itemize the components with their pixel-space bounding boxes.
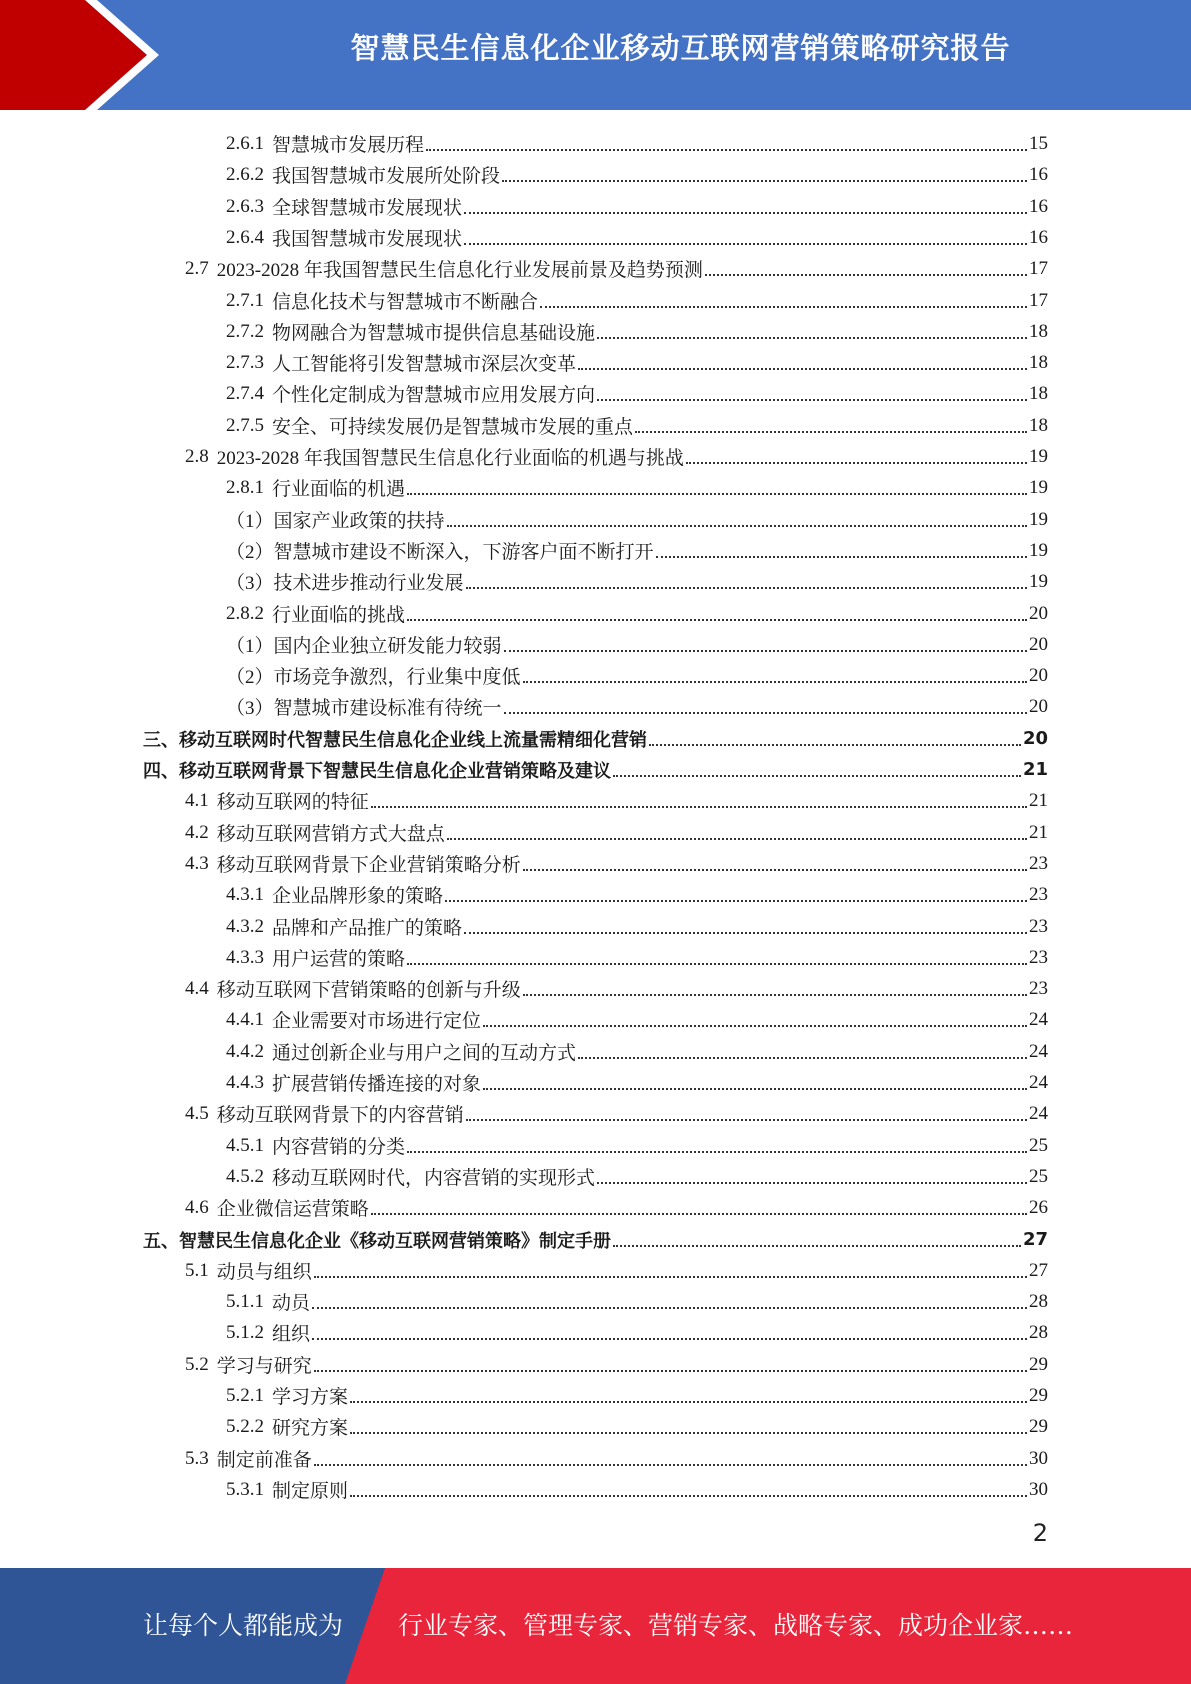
toc-entry-page: 16 xyxy=(1029,226,1048,248)
toc-dot-leader xyxy=(407,619,1027,621)
toc-entry-number: 5.3 xyxy=(185,1447,209,1469)
toc-entry-title: 制定前准备 xyxy=(216,1450,312,1471)
toc-entry-page: 27 xyxy=(1029,1259,1048,1281)
toc-entry-number: 2.7.4 xyxy=(226,382,264,404)
toc-entry-page: 24 xyxy=(1029,1040,1048,1062)
toc-dot-leader xyxy=(483,1025,1027,1027)
toc-entry-title: 国内企业独立研发能力较弱 xyxy=(273,636,502,657)
toc-dot-leader xyxy=(578,1057,1027,1059)
toc-entry[interactable] xyxy=(226,410,1048,441)
toc-entry[interactable] xyxy=(185,973,1048,1004)
toc-entry-title: 移动互联网营销方式大盘点 xyxy=(216,824,445,845)
toc-entry-title: 2023-2028 年我国智慧民生信息化行业发展前景及趋势预测 xyxy=(216,260,703,281)
toc-entry-number: 2.6.3 xyxy=(226,195,264,217)
toc-entry-title: 移动互联网的特征 xyxy=(216,792,369,813)
toc-entry-number: 5.2.2 xyxy=(226,1415,264,1437)
toc-dot-leader xyxy=(523,994,1027,996)
toc-dot-leader xyxy=(314,1464,1027,1466)
toc-dot-leader xyxy=(407,1151,1027,1153)
toc-entry-page: 19 xyxy=(1029,570,1048,592)
toc-entry-number: 5.2 xyxy=(185,1353,209,1375)
toc-entry-title: 行业面临的挑战 xyxy=(272,605,406,626)
toc-dot-leader xyxy=(613,775,1021,777)
toc-entry-page: 29 xyxy=(1029,1415,1048,1437)
toc-entry-title: 研究方案 xyxy=(272,1418,349,1439)
toc-entry[interactable] xyxy=(226,1474,1048,1505)
toc-entry-page: 29 xyxy=(1029,1353,1048,1375)
toc-dot-leader xyxy=(314,1276,1027,1278)
toc-entry[interactable] xyxy=(226,691,1048,722)
toc-entry-title: 移动互联网背景下企业营销策略分析 xyxy=(216,855,521,876)
toc-entry-number: 4.4 xyxy=(185,977,209,999)
toc-entry-page: 21 xyxy=(1022,759,1048,780)
toc-entry-number: 五、 xyxy=(143,1230,179,1252)
toc-dot-leader xyxy=(407,493,1027,495)
toc-entry[interactable] xyxy=(226,504,1048,535)
toc-dot-leader xyxy=(426,149,1027,151)
toc-entry[interactable] xyxy=(226,1036,1048,1067)
toc-entry[interactable] xyxy=(185,817,1048,848)
toc-entry[interactable] xyxy=(226,535,1048,566)
toc-entry[interactable] xyxy=(226,1380,1048,1411)
toc-entry-number: （1） xyxy=(226,511,274,532)
toc-entry-number: 4.4.2 xyxy=(226,1040,264,1062)
toc-entry-page: 20 xyxy=(1029,602,1048,624)
toc-entry-title: 移动互联网背景下的内容营销 xyxy=(216,1105,464,1126)
toc-entry-number: 4.2 xyxy=(185,821,209,843)
toc-entry-title: 智慧城市建设标准有待统一 xyxy=(273,698,502,719)
toc-entry[interactable] xyxy=(185,1255,1048,1286)
toc-entry-page: 27 xyxy=(1022,1229,1048,1250)
toc-entry-page: 30 xyxy=(1029,1447,1048,1469)
toc-dot-leader xyxy=(613,1245,1021,1247)
toc-dot-leader xyxy=(686,462,1027,464)
toc-entry-number: 2.6.2 xyxy=(226,163,264,185)
toc-entry-number: 4.4.3 xyxy=(226,1071,264,1093)
toc-entry-number: 4.5.1 xyxy=(226,1134,264,1156)
toc-entry-page: 20 xyxy=(1029,664,1048,686)
toc-dot-leader xyxy=(483,1088,1027,1090)
toc-dot-leader xyxy=(464,212,1027,214)
toc-entry-page: 18 xyxy=(1029,320,1048,342)
toc-dot-leader xyxy=(466,1119,1027,1121)
toc-dot-leader xyxy=(350,1401,1027,1403)
toc-entry-title: 安全、可持续发展仍是智慧城市发展的重点 xyxy=(272,417,634,438)
toc-entry[interactable] xyxy=(226,1067,1048,1098)
toc-entry-title: 个性化定制成为智慧城市应用发展方向 xyxy=(272,385,596,406)
toc-entry-page: 23 xyxy=(1029,977,1048,999)
toc-entry-page: 20 xyxy=(1029,695,1048,717)
toc-entry-title: 企业品牌形象的策略 xyxy=(272,886,444,907)
toc-entry-number: 4.3 xyxy=(185,852,209,874)
toc-entry[interactable] xyxy=(226,285,1048,316)
toc-entry-number: 4.5.2 xyxy=(226,1165,264,1187)
toc-entry-page: 16 xyxy=(1029,195,1048,217)
toc-entry-page: 25 xyxy=(1029,1165,1048,1187)
toc-entry-number: 4.5 xyxy=(185,1102,209,1124)
toc-entry[interactable] xyxy=(143,754,1048,785)
toc-entry-page: 26 xyxy=(1029,1196,1048,1218)
toc-dot-leader xyxy=(371,806,1027,808)
toc-entry[interactable] xyxy=(143,1224,1048,1255)
toc-entry-number: 2.7.3 xyxy=(226,351,264,373)
footer-slogan-lead: 让每个人都能成为 xyxy=(143,1611,344,1640)
toc-entry-number: 四、 xyxy=(143,760,179,782)
toc-entry-number: 2.6.1 xyxy=(226,132,264,154)
toc-entry-page: 21 xyxy=(1029,789,1048,811)
toc-entry-page: 23 xyxy=(1029,946,1048,968)
toc-entry[interactable] xyxy=(185,1192,1048,1223)
toc-entry-number: （3） xyxy=(226,573,274,594)
toc-entry[interactable] xyxy=(226,1130,1048,1161)
toc-entry-number: 5.3.1 xyxy=(226,1478,264,1500)
toc-entry-title: 行业面临的机遇 xyxy=(272,479,406,500)
toc-entry-page: 17 xyxy=(1029,289,1048,311)
toc-entry[interactable] xyxy=(226,1317,1048,1348)
toc-dot-leader xyxy=(705,274,1027,276)
toc-entry-page: 21 xyxy=(1029,821,1048,843)
page-header xyxy=(0,0,1191,110)
toc-entry[interactable] xyxy=(143,723,1048,754)
toc-dot-leader xyxy=(464,932,1027,934)
toc-entry-page: 19 xyxy=(1029,445,1048,467)
toc-entry-page: 24 xyxy=(1029,1008,1048,1030)
toc-entry[interactable] xyxy=(226,879,1048,910)
toc-entry[interactable] xyxy=(226,1161,1048,1192)
toc-entry[interactable] xyxy=(226,1411,1048,1442)
toc-entry-page: 16 xyxy=(1029,163,1048,185)
toc-entry-title: 企业需要对市场进行定位 xyxy=(272,1011,482,1032)
toc-entry-number: 2.7.1 xyxy=(226,289,264,311)
toc-dot-leader xyxy=(466,587,1027,589)
toc-dot-leader xyxy=(350,1432,1027,1434)
toc-entry-page: 18 xyxy=(1029,382,1048,404)
toc-entry-title: 技术进步推动行业发展 xyxy=(273,573,464,594)
toc-entry-number: （2） xyxy=(226,667,274,688)
toc-entry-page: 19 xyxy=(1029,508,1048,530)
toc-entry-page: 24 xyxy=(1029,1102,1048,1124)
toc-entry-number: 4.3.1 xyxy=(226,883,264,905)
toc-entry[interactable] xyxy=(226,942,1048,973)
toc-entry-page: 20 xyxy=(1022,728,1048,749)
toc-entry[interactable] xyxy=(226,378,1048,409)
toc-entry-number: 4.1 xyxy=(185,789,209,811)
toc-dot-leader xyxy=(314,1370,1027,1372)
toc-dot-leader xyxy=(447,838,1027,840)
toc-entry-page: 23 xyxy=(1029,883,1048,905)
toc-dot-leader xyxy=(597,1182,1027,1184)
toc-entry-title: 组织 xyxy=(272,1324,311,1345)
toc-dot-leader xyxy=(597,337,1027,339)
toc-entry[interactable] xyxy=(185,1443,1048,1474)
toc-entry-page: 17 xyxy=(1029,257,1048,279)
toc-dot-leader xyxy=(407,963,1027,965)
toc-entry[interactable] xyxy=(226,566,1048,597)
toc-entry[interactable] xyxy=(226,1286,1048,1317)
toc-entry[interactable] xyxy=(185,253,1048,284)
toc-entry-number: （1） xyxy=(226,636,274,657)
toc-entry-title: 学习与研究 xyxy=(216,1356,312,1377)
toc-entry[interactable] xyxy=(185,848,1048,879)
toc-entry-title: 移动互联网时代智慧民生信息化企业线上流量需精细化营销 xyxy=(179,729,647,751)
toc-entry-title: 智慧民生信息化企业《移动互联网营销策略》制定手册 xyxy=(179,1230,611,1252)
toc-entry[interactable] xyxy=(226,316,1048,347)
toc-entry-title: 用户运营的策略 xyxy=(272,949,406,970)
toc-entry-page: 20 xyxy=(1029,633,1048,655)
toc-entry-number: 2.8.2 xyxy=(226,602,264,624)
toc-dot-leader xyxy=(502,180,1027,182)
toc-entry[interactable] xyxy=(226,629,1048,660)
toc-dot-leader xyxy=(597,399,1027,401)
toc-entry-page: 19 xyxy=(1029,539,1048,561)
report-title: 智慧民生信息化企业移动互联网营销策略研究报告 xyxy=(350,31,1011,65)
toc-entry-title: 学习方案 xyxy=(272,1387,349,1408)
toc-entry-page: 28 xyxy=(1029,1290,1048,1312)
toc-entry-number: 2.7.2 xyxy=(226,320,264,342)
toc-dot-leader xyxy=(464,243,1027,245)
toc-entry[interactable] xyxy=(226,472,1048,503)
toc-entry-number: （2） xyxy=(226,542,274,563)
toc-entry[interactable] xyxy=(226,911,1048,942)
toc-entry-title: 市场竞争激烈，行业集中度低 xyxy=(273,667,521,688)
toc-dot-leader xyxy=(635,431,1027,433)
toc-entry[interactable] xyxy=(226,191,1048,222)
toc-entry-number: 2.6.4 xyxy=(226,226,264,248)
toc-entry-page: 23 xyxy=(1029,915,1048,937)
toc-entry-number: 4.3.2 xyxy=(226,915,264,937)
toc-dot-leader xyxy=(350,1495,1027,1497)
toc-entry-title: 动员 xyxy=(272,1293,311,1314)
toc-entry-number: 2.8.1 xyxy=(226,476,264,498)
page-footer xyxy=(0,1568,1191,1684)
toc-dot-leader xyxy=(523,869,1027,871)
toc-entry-number: 5.1.2 xyxy=(226,1321,264,1343)
toc-entry-number: 2.7 xyxy=(185,257,209,279)
footer-slogan-roles: 行业专家、管理专家、营销专家、战略专家、成功企业家…… xyxy=(398,1611,1074,1640)
toc-entry-title: 国家产业政策的扶持 xyxy=(273,511,445,532)
toc-entry-title: 制定原则 xyxy=(272,1481,349,1502)
toc-entry-title: 智慧城市发展历程 xyxy=(272,135,425,156)
toc-dot-leader xyxy=(540,306,1027,308)
toc-entry-page: 18 xyxy=(1029,351,1048,373)
toc-entry-number: 4.4.1 xyxy=(226,1008,264,1030)
toc-dot-leader xyxy=(504,712,1027,714)
toc-entry[interactable] xyxy=(226,1004,1048,1035)
toc-entry[interactable] xyxy=(185,785,1048,816)
toc-entry-title: 物网融合为智慧城市提供信息基础设施 xyxy=(272,323,596,344)
toc-entry-page: 30 xyxy=(1029,1478,1048,1500)
toc-entry-title: 通过创新企业与用户之间的互动方式 xyxy=(272,1043,577,1064)
toc-dot-leader xyxy=(578,368,1027,370)
toc-entry-page: 25 xyxy=(1029,1134,1048,1156)
toc-entry-page: 19 xyxy=(1029,476,1048,498)
toc-dot-leader xyxy=(447,525,1027,527)
toc-entry-number: 5.1.1 xyxy=(226,1290,264,1312)
toc-entry-page: 28 xyxy=(1029,1321,1048,1343)
toc-entry-number: 2.8 xyxy=(185,445,209,467)
toc-entry-title: 企业微信运营策略 xyxy=(216,1199,369,1220)
toc-dot-leader xyxy=(504,650,1027,652)
toc-entry[interactable] xyxy=(226,660,1048,691)
toc-entry-title: 我国智慧城市发展所处阶段 xyxy=(272,166,501,187)
toc-entry-page: 29 xyxy=(1029,1384,1048,1406)
toc-entry[interactable] xyxy=(226,347,1048,378)
toc-entry-page: 23 xyxy=(1029,852,1048,874)
toc-entry-number: 4.6 xyxy=(185,1196,209,1218)
toc-entry-title: 移动互联网背景下智慧民生信息化企业营销策略及建议 xyxy=(179,760,611,782)
toc-entry-number: 三、 xyxy=(143,729,179,751)
toc-entry-title: 品牌和产品推广的策略 xyxy=(272,918,463,939)
toc-entry[interactable] xyxy=(226,222,1048,253)
toc-entry-title: 全球智慧城市发展现状 xyxy=(272,198,463,219)
toc-entry-title: 扩展营销传播连接的对象 xyxy=(272,1074,482,1095)
toc-entry-title: 我国智慧城市发展现状 xyxy=(272,229,463,250)
toc-entry-number: 5.2.1 xyxy=(226,1384,264,1406)
toc-entry-title: 信息化技术与智慧城市不断融合 xyxy=(272,292,539,313)
toc-entry[interactable] xyxy=(226,598,1048,629)
toc-entry-title: 2023-2028 年我国智慧民生信息化行业面临的机遇与挑战 xyxy=(216,448,684,469)
toc-entry[interactable] xyxy=(185,441,1048,472)
toc-entry-number: 5.1 xyxy=(185,1259,209,1281)
toc-entry[interactable] xyxy=(226,128,1048,159)
toc-entry-number: （3） xyxy=(226,698,274,719)
toc-dot-leader xyxy=(656,556,1027,558)
toc-entry-page: 24 xyxy=(1029,1071,1048,1093)
toc-dot-leader xyxy=(371,1213,1027,1215)
toc-entry-page: 15 xyxy=(1029,132,1048,154)
toc-entry-title: 智慧城市建设不断深入，下游客户面不断打开 xyxy=(273,542,654,563)
toc-entry[interactable] xyxy=(226,159,1048,190)
page-number: 2 xyxy=(1032,1519,1048,1547)
toc-dot-leader xyxy=(523,681,1027,683)
toc-entry-title: 移动互联网时代，内容营销的实现形式 xyxy=(272,1168,596,1189)
toc-entry-page: 18 xyxy=(1029,414,1048,436)
toc-entry[interactable] xyxy=(185,1349,1048,1380)
toc-dot-leader xyxy=(312,1307,1027,1309)
toc-entry-number: 2.7.5 xyxy=(226,414,264,436)
toc-dot-leader xyxy=(312,1338,1027,1340)
toc-entry-title: 移动互联网下营销策略的创新与升级 xyxy=(216,980,521,1001)
toc-entry[interactable] xyxy=(185,1098,1048,1129)
toc-dot-leader xyxy=(649,744,1021,746)
toc-dot-leader xyxy=(445,900,1027,902)
toc-entry-number: 4.3.3 xyxy=(226,946,264,968)
toc-entry-title: 内容营销的分类 xyxy=(272,1137,406,1158)
toc-entry-title: 动员与组织 xyxy=(216,1262,312,1283)
toc-entry-title: 人工智能将引发智慧城市深层次变革 xyxy=(272,354,577,375)
